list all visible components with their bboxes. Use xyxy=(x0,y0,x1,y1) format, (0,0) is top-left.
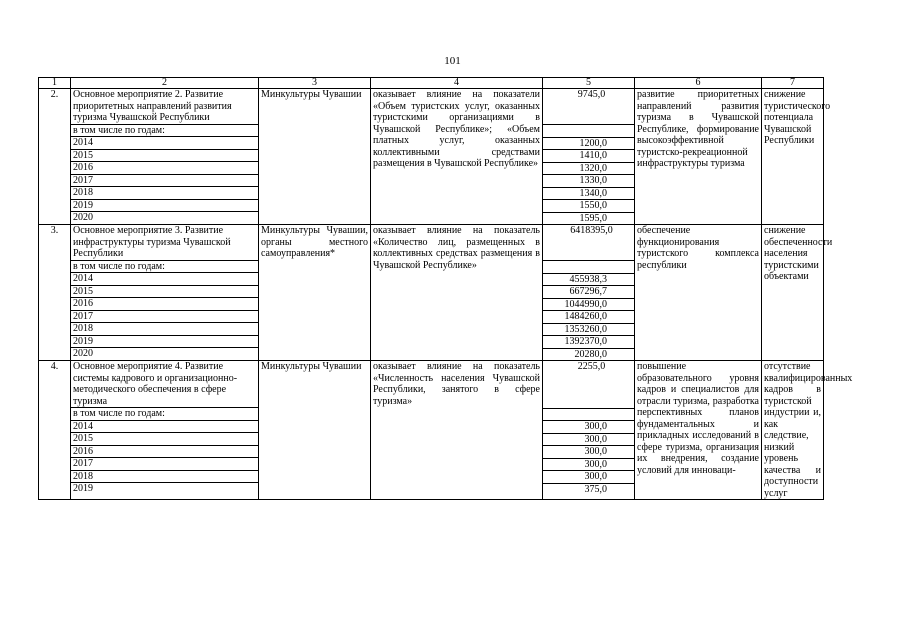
funding-year-value: 1340,0 xyxy=(543,188,634,201)
funding-year-value: 1595,0 xyxy=(579,212,607,224)
years-label: в том числе по годам: xyxy=(71,125,258,138)
funding-year-value: 300,0 xyxy=(543,421,634,434)
years-label: в том числе по годам: xyxy=(71,261,258,274)
funding-year-value: 300,0 xyxy=(543,446,634,459)
activity-name-cell xyxy=(71,361,259,500)
year-label: 2017 xyxy=(71,311,258,324)
year-label: 2017 xyxy=(71,175,258,188)
expected-result-cell: развитие приоритетных направлений развития туризма в Чувашской Республике, формирование высокоэффективной туристско-рекреационной инфраструктуры туризма xyxy=(635,89,762,225)
funding-year-value: 375,0 xyxy=(584,483,607,495)
header-cell-1: 1 xyxy=(39,78,71,89)
risk-cell: отсутствие квалифицированных кадров в туристской индустрии и, как следствие, низкий уровень качества и доступности услуг xyxy=(762,361,824,500)
expected-result-cell: обеспечение функционирования туристского комплекса республики xyxy=(635,225,762,361)
risk-cell: снижение обеспеченности населения туристскими объектами xyxy=(762,225,824,361)
header-cell-5: 5 xyxy=(543,78,635,89)
header-row xyxy=(39,78,824,89)
funding-year-value: 20280,0 xyxy=(574,348,607,360)
year-label: 2020 xyxy=(73,348,93,360)
row-number: 3. xyxy=(39,225,71,361)
funding-year-value: 1330,0 xyxy=(543,175,634,188)
header-cell-4: 4 xyxy=(371,78,543,89)
year-label: 2018 xyxy=(71,187,258,200)
page-number: 101 xyxy=(444,55,461,67)
years-label: в том числе по годам: xyxy=(71,408,258,421)
year-label: 2019 xyxy=(73,483,93,495)
funding-blank xyxy=(543,409,634,422)
funding-year-value: 1044990,0 xyxy=(543,299,634,312)
funding-total: 2255,0 xyxy=(543,361,634,408)
funding-cell xyxy=(543,361,635,500)
header-cell-3: 3 xyxy=(259,78,371,89)
funding-year-value: 300,0 xyxy=(543,459,634,472)
year-label: 2018 xyxy=(71,471,258,484)
executor-cell: Минкультуры Чувашии xyxy=(259,89,371,225)
funding-cell xyxy=(543,89,635,225)
year-label: 2014 xyxy=(71,137,258,150)
year-label: 2015 xyxy=(71,286,258,299)
header-cell-6: 6 xyxy=(635,78,762,89)
funding-blank xyxy=(543,125,634,138)
year-label: 2019 xyxy=(71,200,258,213)
executor-cell: Минкультуры Чувашии xyxy=(259,361,371,500)
funding-cell xyxy=(543,225,635,361)
executor-cell: Минкультуры Чувашии, органы местного самоуправления* xyxy=(259,225,371,361)
year-label: 2020 xyxy=(73,212,93,223)
funding-year-value: 1550,0 xyxy=(543,200,634,213)
year-label: 2017 xyxy=(71,458,258,471)
expected-result-cell: повышение образовательного уровня кадров и специалистов для отрасли туризма, разработка перспективных планов фундаментальных и прикладных исследований в сфере туризма, организация их внедрения, создание условий для инноваци- xyxy=(635,361,762,500)
influence-cell: оказывает влияние на показатель «Количество лиц, размещенных в коллективных средствах размещения в Чувашской Республике» xyxy=(371,225,543,361)
year-label: 2019 xyxy=(71,336,258,349)
activity-row xyxy=(39,89,824,225)
activity-title: Основное мероприятие 3. Развитие инфраструктуры туризма Чувашской Республики xyxy=(71,225,258,261)
funding-year-value: 1320,0 xyxy=(543,163,634,176)
year-label: 2016 xyxy=(71,298,258,311)
funding-year-value: 1410,0 xyxy=(543,150,634,163)
funding-year-value: 300,0 xyxy=(543,471,634,484)
activity-name-cell xyxy=(71,225,259,361)
activity-title: Основное мероприятие 2. Развитие приоритетных направлений развития туризма Чувашской Республики xyxy=(71,89,258,125)
funding-total: 9745,0 xyxy=(543,89,634,125)
year-label: 2015 xyxy=(71,433,258,446)
year-label: 2014 xyxy=(71,421,258,434)
activity-title: Основное мероприятие 4. Развитие системы кадрового и организационно-методического обеспечения в сфере туризма xyxy=(71,361,258,408)
funding-year-value: 667296,7 xyxy=(543,286,634,299)
header-cell-2: 2 xyxy=(71,78,259,89)
activity-row xyxy=(39,361,824,500)
funding-year-value: 1484260,0 xyxy=(543,311,634,324)
funding-year-value: 300,0 xyxy=(543,434,634,447)
funding-year-value: 1200,0 xyxy=(543,138,634,151)
funding-year-value: 455938,3 xyxy=(543,274,634,287)
row-number: 4. xyxy=(39,361,71,500)
year-label: 2018 xyxy=(71,323,258,336)
funding-year-value: 1353260,0 xyxy=(543,324,634,337)
year-label: 2016 xyxy=(71,162,258,175)
year-label: 2016 xyxy=(71,446,258,459)
funding-year-value: 1392370,0 xyxy=(543,336,634,349)
activity-name-cell xyxy=(71,89,259,225)
influence-cell: оказывает влияние на показатели «Объем туристских услуг, оказанных туристскими организациями в Чувашской Республике»; «Объем платных услуг, оказанных коллективными средствами размещения в Чувашской Республике» xyxy=(371,89,543,225)
row-number: 2. xyxy=(39,89,71,225)
influence-cell: оказывает влияние на показатель «Численность населения Чувашской Республики, занятого в сфере туризма» xyxy=(371,361,543,500)
risk-cell: снижение туристического потенциала Чувашской Республики xyxy=(762,89,824,225)
program-table xyxy=(38,77,853,500)
activity-row xyxy=(39,225,824,361)
year-label: 2014 xyxy=(71,273,258,286)
funding-blank xyxy=(543,261,634,274)
header-cell-7: 7 xyxy=(762,78,824,89)
funding-total: 6418395,0 xyxy=(543,225,634,261)
year-label: 2015 xyxy=(71,150,258,163)
